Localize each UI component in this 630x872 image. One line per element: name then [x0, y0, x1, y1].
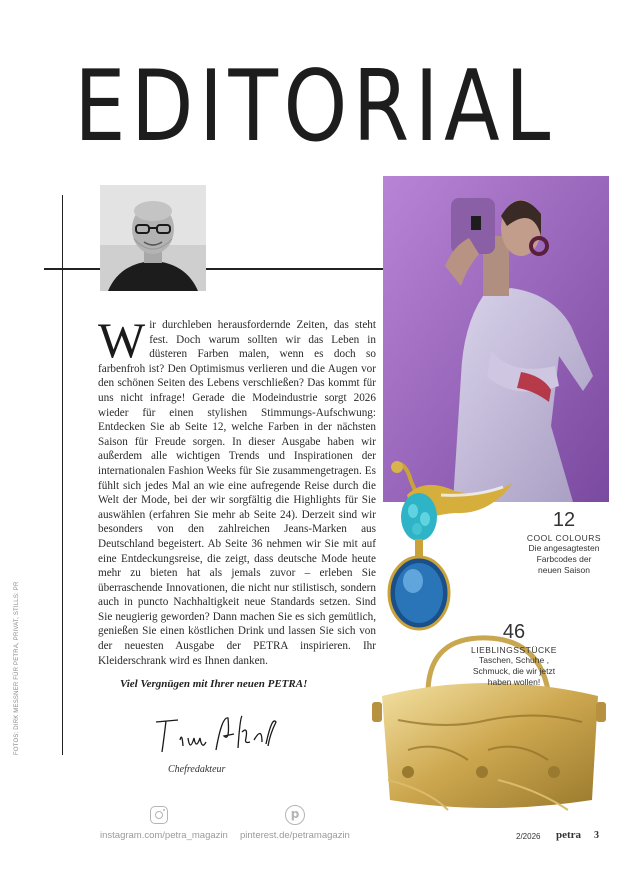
issue-number: 2/2026 [516, 832, 541, 841]
handwritten-signature [150, 712, 280, 757]
instagram-link[interactable]: instagram.com/petra_magazin [100, 830, 228, 841]
signature-role: Chefredakteur [168, 764, 226, 775]
vertical-rule [62, 195, 63, 755]
caption-desc-line: neuen Saison [538, 565, 590, 575]
caption-lieblingsstuecke [466, 622, 562, 688]
body-text: ir durchleben herausfordernde Zeiten, das steht fest. Doch warum sollten wir das Leben in düsteren Farben malen, wenn es doch so farbenfroh ist? Den Optimismus verlieren und die Augen vor den schönen Seiten des Lebens verschließen? Das kommt für uns nicht infrage! Gerade die Modeindustrie sorgt 2026 wieder für einen stylishen Stimmungs-Aufschwung: Entdecken Sie ab Seite 12, welche Farben in der nächsten Saison für Freude sorgen. In dieser Ausgabe haben wir außerdem alle wichtigen Trends und Inspirationen der internationalen Fashion Weeks für Sie zusammengetragen. Es fühlt sich jedes Mal an wie eine aufregende Reise durch die Welt der Mode, bei der wir sorgfältig die Highlights für Sie auswählen (erfahren Sie mehr ab Seite 24). Derzeit sind wir besonders von den zahlreichen Jeans-Marken aus Deutschland begeistert. Ab Seite 36 nehmen wir Sie mit auf eine Entdeckungsreise, die zeigt, dass deutsche Mode heute mehr zu bieten hat als jemals zuvor – erleben Sie überraschende Innovationen, die nicht nur stilistisch, sondern auch in puncto Nachhaltigkeit neue Standards setzen. Sind Sie neugierig geworden? Dann machen Sie es sich gemütlich, genießen Sie einen köstlichen Drink und lassen Sie sich von der neuesten Ausgabe der PETRA inspirieren. Ihr Kleiderschrank wird es Ihnen danken. [98, 319, 376, 667]
page-number: 3 [594, 830, 599, 841]
pinterest-link[interactable]: pinterest.de/petramagazin [240, 830, 350, 841]
caption-title: COOL COLOURS [526, 533, 602, 543]
instagram-icon[interactable] [150, 806, 168, 824]
horizontal-rule [44, 268, 384, 270]
caption-title: LIEBLINGSSTÜCKE [471, 645, 557, 655]
brand-logo: petra [556, 829, 582, 841]
closing-line: Viel Vergnügen mit Ihrer neuen PETRA! [120, 678, 308, 690]
caption-desc-line: Die angesagtesten [528, 543, 600, 553]
pinterest-icon[interactable]: p [285, 805, 305, 825]
caption-desc-line: Taschen, Schuhe , [479, 655, 549, 665]
editorial-body [98, 312, 376, 668]
caption-page-number: 46 [502, 621, 526, 643]
fashion-photo [383, 176, 609, 502]
photo-credit: FOTOS: DIRK MESSNER FÜR PETRA, PRIVAT, STILLS: PR [14, 581, 20, 755]
caption-desc-line: haben wollen! [487, 677, 541, 687]
caption-desc-line: Farbcodes der [536, 554, 592, 564]
author-portrait [100, 185, 206, 291]
headline: EDITORIAL [74, 50, 556, 164]
drop-cap: W [98, 312, 146, 368]
caption-page-number: 12 [552, 509, 576, 531]
brooch-photo [385, 455, 515, 635]
caption-cool-colours [518, 510, 610, 576]
caption-desc-line: Schmuck, die wir jetzt [472, 666, 556, 676]
